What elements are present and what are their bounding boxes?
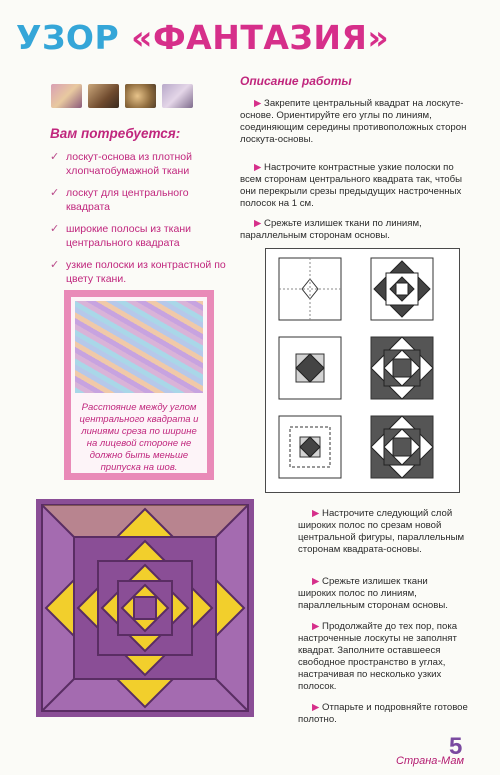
photo-pink-fabric bbox=[51, 84, 82, 108]
diagram-left-2 bbox=[279, 337, 341, 399]
material-item: ✓ лоскут для центрального квадрата bbox=[50, 186, 230, 214]
arrow-icon: ▶ bbox=[312, 702, 323, 713]
page-title bbox=[16, 18, 389, 57]
step-6 bbox=[298, 621, 468, 693]
materials-photos bbox=[51, 84, 193, 108]
arrow-icon: ▶ bbox=[312, 508, 323, 519]
diagram-right-1 bbox=[371, 258, 433, 320]
arrow-icon: ▶ bbox=[312, 621, 323, 632]
step-2 bbox=[240, 162, 465, 210]
title-part-2: «ФАНТАЗИЯ» bbox=[131, 18, 390, 57]
material-item: ✓ лоскут-основа из плотной хлопчатобумажной ткани bbox=[50, 150, 230, 178]
fabric-sample-image bbox=[75, 301, 203, 393]
work-heading: Описание работы bbox=[240, 74, 352, 88]
materials-list bbox=[50, 150, 230, 294]
title-part-1: УЗОР bbox=[16, 18, 132, 57]
arrow-icon: ▶ bbox=[254, 162, 265, 173]
arrow-icon: ▶ bbox=[312, 576, 323, 587]
diagram-right-2 bbox=[371, 337, 433, 399]
fabric-sample-panel bbox=[64, 290, 214, 480]
diagram-left-3 bbox=[279, 416, 341, 478]
material-item: ✓ узкие полоски из контрастной по цвету ткани. bbox=[50, 258, 230, 286]
diagram-left-1 bbox=[279, 258, 341, 320]
step-text: Продолжайте до тех пор, пока настроченные лоскуты не заполнят квадрат. Заполните оставшееся свободное пространство в углах, настрачивая по несколько узких полосок. bbox=[298, 621, 458, 692]
diagram-right-3 bbox=[371, 416, 433, 478]
step-3 bbox=[240, 218, 465, 242]
step-text: Срежьте излишек ткани широких полос по линиям, параллельным сторонам основы. bbox=[298, 576, 448, 611]
watermark: Страна-Мам bbox=[396, 755, 464, 767]
step-4 bbox=[298, 508, 468, 556]
step-text: Настрочите следующий слой широких полос по срезам новой центральной фигуры, параллельным сторонам квадрата-основы. bbox=[298, 508, 465, 555]
step-text: Закрепите центральный квадрат на лоскуте-основе. Ориентируйте его углы по линиям, соединяющим середины противоположных сторон лоскута-основы. bbox=[240, 98, 467, 145]
step-text: Отпарьте и подровняйте готовое полотно. bbox=[298, 702, 468, 725]
step-7 bbox=[298, 702, 468, 726]
arrow-icon: ▶ bbox=[254, 98, 265, 109]
page-number: 5 bbox=[449, 733, 463, 760]
photo-sewing-machine bbox=[162, 84, 193, 108]
arrow-icon: ▶ bbox=[254, 218, 265, 229]
photo-thread-spools-2 bbox=[125, 84, 156, 108]
step-5 bbox=[298, 576, 468, 612]
step-text: Срежьте излишек ткани по линиям, параллельным сторонам основы. bbox=[240, 218, 422, 241]
materials-heading: Вам потребуется: bbox=[50, 126, 181, 141]
diagram-svg bbox=[266, 249, 459, 492]
fabric-caption: Расстояние между углом центрального квадрата и линиями среза по ширине на лицевой стороне не должно быть меньше припуска на шов. bbox=[79, 402, 199, 473]
finished-quilt-image bbox=[36, 499, 254, 717]
step-text: Настрочите контрастные узкие полоски по всем сторонам центрального квадрата так, чтобы они перекрыли срезы предыдущих настроченных полосок на 1 см. bbox=[240, 162, 462, 209]
material-item: ✓ широкие полосы из ткани центрального квадрата bbox=[50, 222, 230, 250]
steps-diagram bbox=[265, 248, 460, 493]
step-1 bbox=[240, 98, 470, 146]
photo-thread-spools bbox=[88, 84, 119, 108]
